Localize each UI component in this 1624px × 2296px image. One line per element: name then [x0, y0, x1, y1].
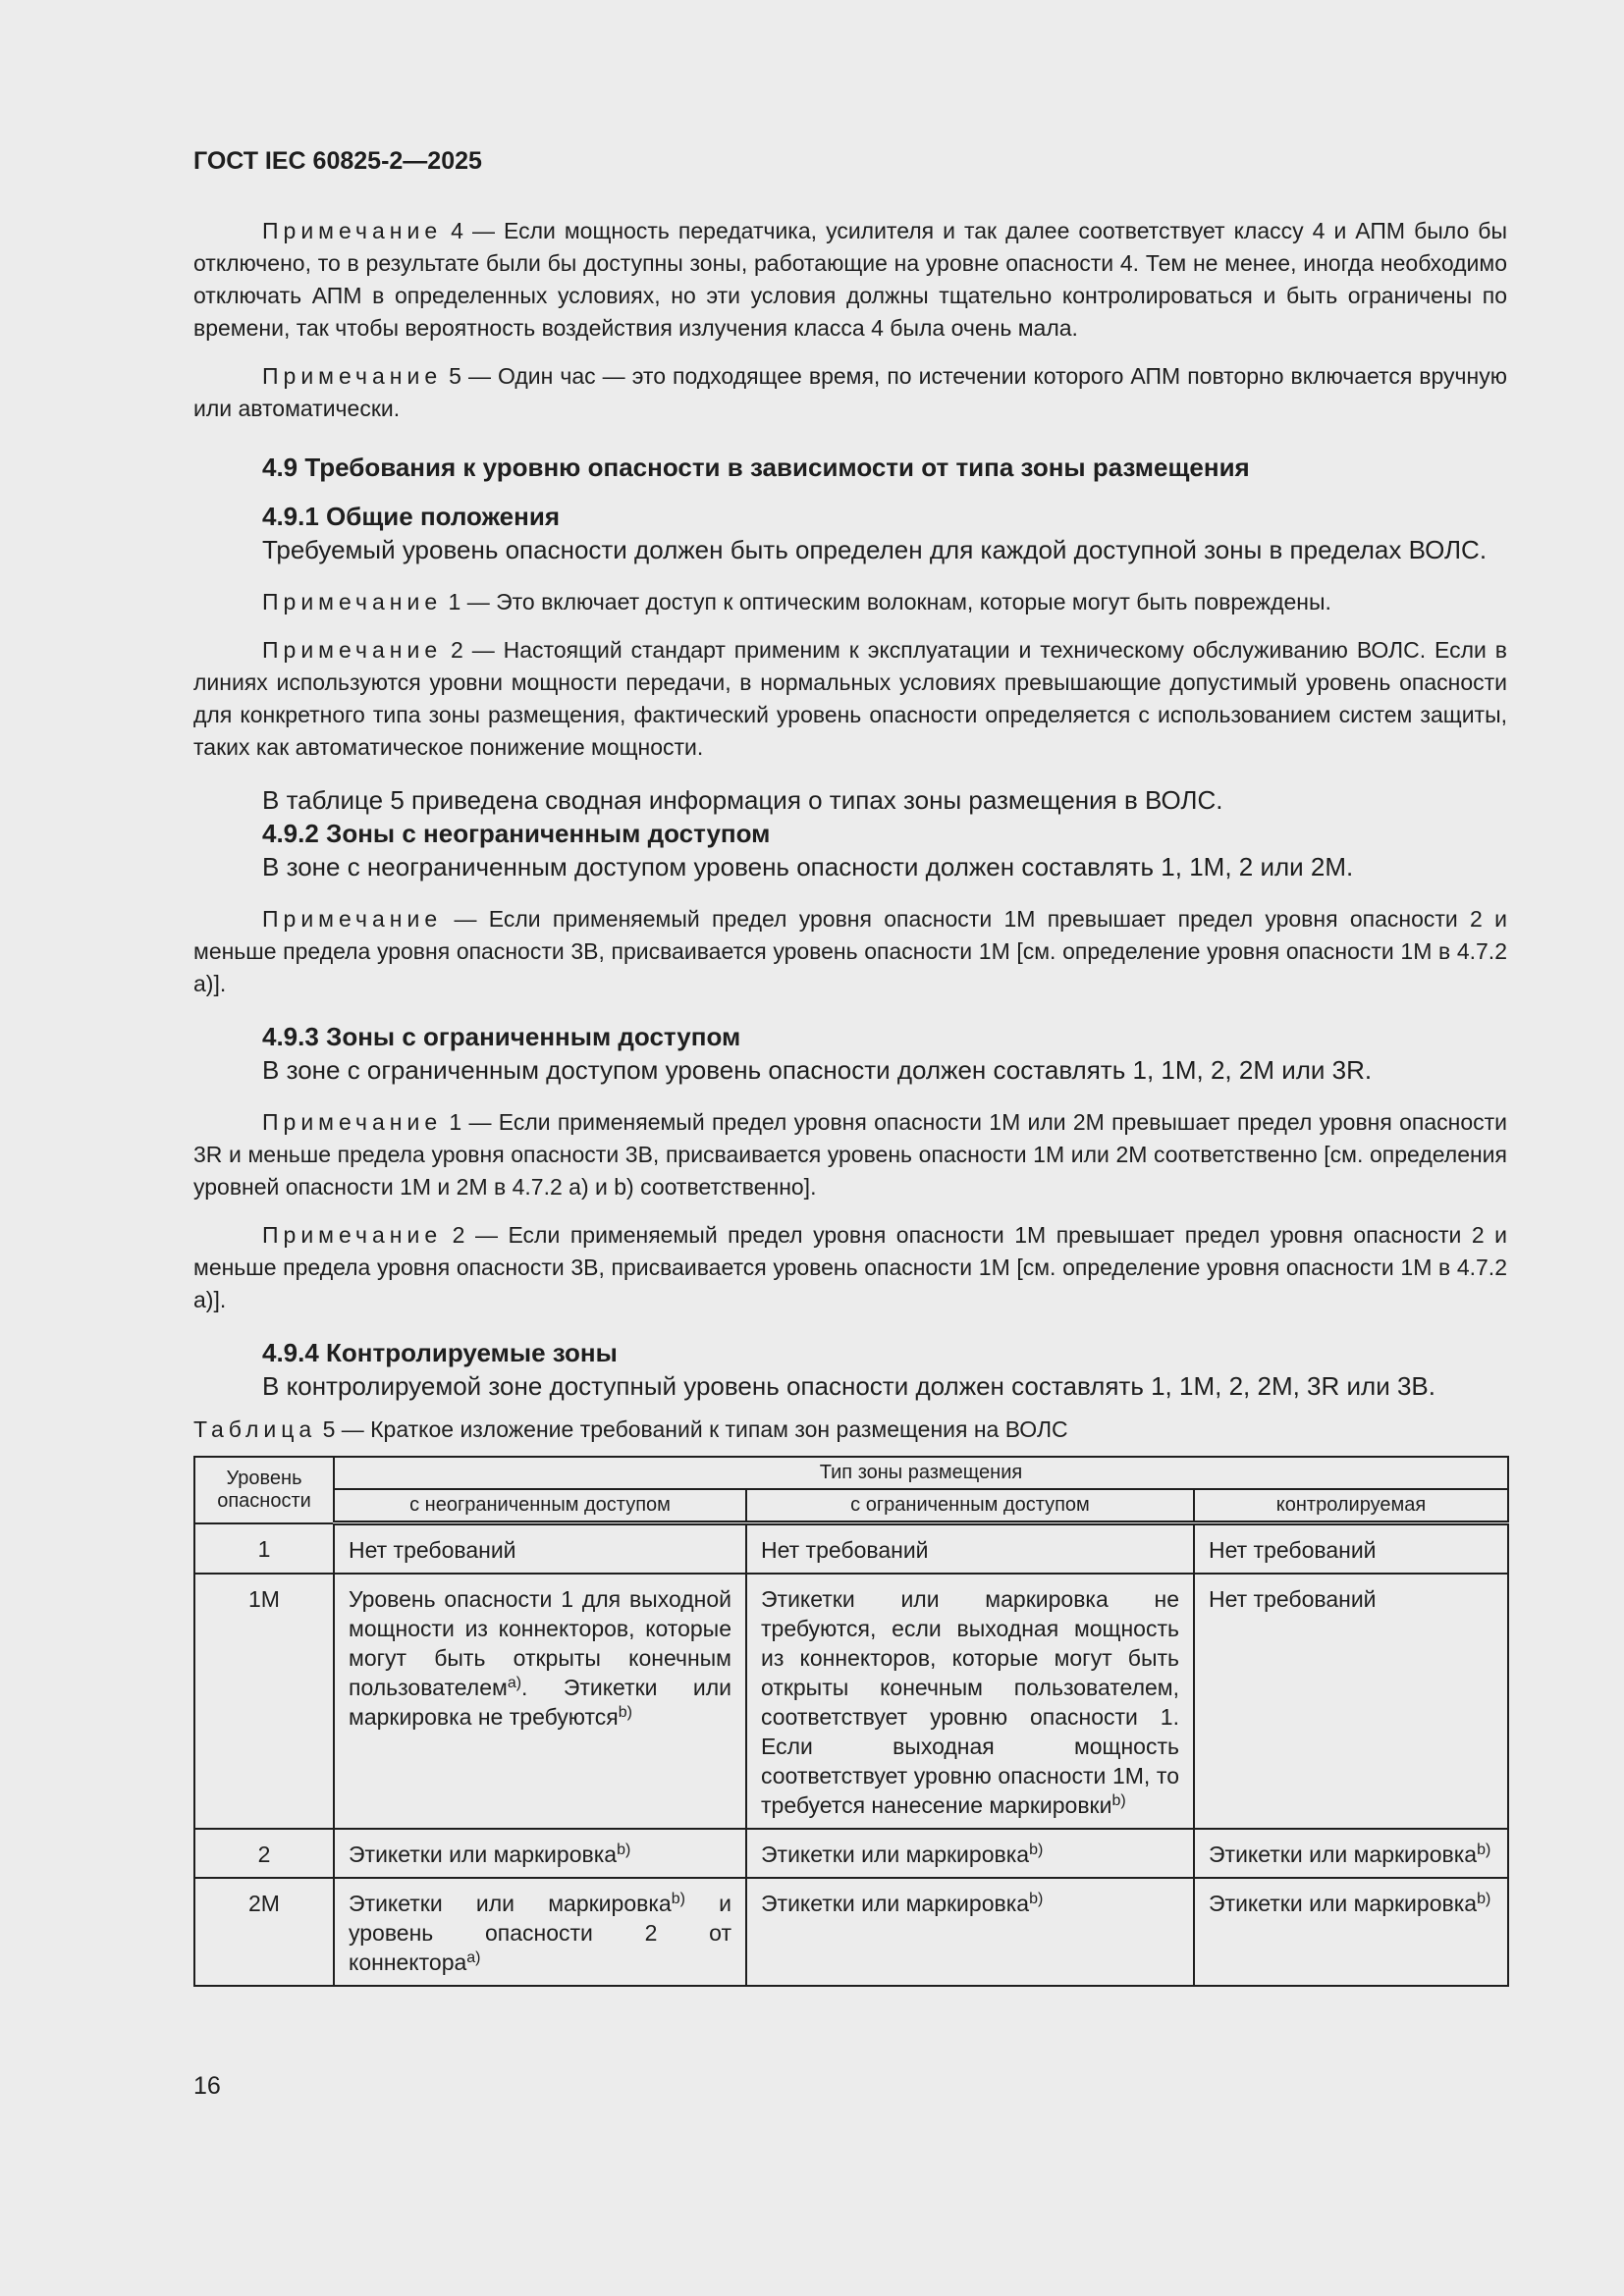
level-cell: 1 — [194, 1523, 334, 1575]
cell-text: Этикетки или маркировка не требуются, если выходная мощность из коннекторов, которые могут быть открыты конечным пользователем, соответствует уровню опасности 1. Если выходная мощность соответствует уровню опасности 1М, то требуется нанесение маркировки — [761, 1586, 1179, 1818]
footnote-ref: b) — [1477, 1842, 1491, 1858]
body-paragraph: В зоне с ограниченным доступом уровень опасности должен составлять 1, 1М, 2, 2М или 3R. — [262, 1055, 1373, 1085]
cell-text: Этикетки или маркировка не требуются — [349, 1675, 732, 1730]
section-heading-4-9-3: 4.9.3 Зоны с ограниченным доступом — [262, 1022, 741, 1051]
level-cell: 2М — [194, 1878, 334, 1986]
note-label: Примечание — [262, 1109, 443, 1135]
note-text: 2 — Настоящий стандарт применим к эксплуатации и техническому обслуживанию ВОЛС. Если в линиях используются уровни мощности передачи, в нормальных условиях превышающие допустимый уровень опасности для конкретного типа зоны размещения, фактический уровень опасности определяется с использованием систем защиты, таких как автоматическое понижение мощности. — [193, 637, 1507, 760]
note-label: Примечание — [262, 589, 443, 614]
requirements-table — [193, 1456, 1509, 1987]
table-cell: Нет требований — [1194, 1523, 1508, 1575]
note-label: Примечание — [262, 218, 443, 243]
table-cell — [746, 1829, 1194, 1878]
table-cell — [746, 1878, 1194, 1986]
table-row — [194, 1829, 1508, 1878]
note-text: 1 — Если применяемый предел уровня опасности 1М или 2М превышает предел уровня опасности 3R и меньше предела уровня опасности 3В, присваивается уровень опасности 1М или 2М соответственно [см. определения уровней опасности 1М и 2М в 4.7.2 а) и b) соответственно]. — [193, 1109, 1507, 1200]
section-heading-4-9-2: 4.9.2 Зоны с неограниченным доступом — [262, 819, 771, 848]
table-row — [194, 1878, 1508, 1986]
page-number: 16 — [193, 2072, 221, 2100]
footnote-ref: b) — [671, 1891, 685, 1907]
note-2-general — [193, 634, 1507, 764]
note-text: 2 — Если применяемый предел уровня опасности 1М превышает предел уровня опасности 2 и меньше предела уровня опасности 3В, присваивается уровень опасности 1М [см. определение уровня опасности 1М в 4.7.2 а)]. — [193, 1222, 1507, 1312]
column-header-restricted: с ограниченным доступом — [746, 1489, 1194, 1523]
note-text: 1 — Это включает доступ к оптическим волокнам, которые могут быть повреждены. — [442, 589, 1331, 614]
cell-text: Этикетки или маркировка — [349, 1842, 618, 1867]
table-caption-label: Таблица — [193, 1416, 317, 1442]
footnote-ref: b) — [1029, 1891, 1044, 1907]
note-label: Примечание — [262, 363, 443, 389]
column-header-controlled: контролируемая — [1194, 1489, 1508, 1523]
cell-text: Уровень опасности 1 для выходной мощности из коннекторов, которые могут быть открыты конечным пользователем — [349, 1586, 731, 1700]
section-heading-4-9-1: 4.9.1 Общие положения — [262, 502, 560, 531]
note-5 — [193, 360, 1507, 425]
level-cell: 1М — [194, 1574, 334, 1829]
note-2-restricted — [193, 1219, 1507, 1316]
cell-text: и уровень опасности 2 от коннектора — [349, 1891, 731, 1975]
section-heading-4-9-4: 4.9.4 Контролируемые зоны — [262, 1338, 618, 1367]
note-label: Примечание — [262, 1222, 443, 1248]
footnote-ref: a) — [507, 1675, 522, 1691]
table-row — [194, 1523, 1508, 1575]
note-unrestricted — [193, 903, 1507, 1000]
cell-text: Этикетки или маркировка — [1209, 1842, 1478, 1867]
table-cell — [1194, 1878, 1508, 1986]
column-header-unrestricted: с неограниченным доступом — [334, 1489, 746, 1523]
note-text: 4 — Если мощность передатчика, усилителя и так далее соответствует классу 4 и АПМ было бы отключено, то в результате были бы доступны зоны, работающие на уровне опасности 4. Тем не менее, иногда необходимо отключать АПМ в определенных условиях, но эти условия должны тщательно контролироваться и быть ограничены по времени, так чтобы вероятность воздействия излучения класса 4 была очень мала. — [193, 218, 1507, 341]
document-header: ГОСТ IEC 60825-2—2025 — [193, 147, 482, 175]
footnote-ref: b) — [1477, 1891, 1491, 1907]
footnote-ref: b) — [1111, 1792, 1126, 1809]
table-caption-text: 5 — Краткое изложение требований к типам зон размещения на ВОЛС — [316, 1416, 1068, 1442]
table-cell — [746, 1574, 1194, 1829]
cell-text: Этикетки или маркировка — [1209, 1891, 1478, 1916]
note-label: Примечание — [262, 906, 443, 932]
cell-text: Этикетки или маркировка — [761, 1842, 1030, 1867]
footnote-ref: b) — [618, 1704, 632, 1721]
footnote-ref: b) — [617, 1842, 631, 1858]
table-cell: Нет требований — [334, 1523, 746, 1575]
body-paragraph: Требуемый уровень опасности должен быть определен для каждой доступной зоны в пределах ВОЛС. — [262, 535, 1488, 564]
table-cell — [1194, 1829, 1508, 1878]
table-cell — [334, 1878, 746, 1986]
level-cell: 2 — [194, 1829, 334, 1878]
footnote-ref: a) — [466, 1949, 481, 1966]
note-4 — [193, 215, 1507, 345]
table-caption — [193, 1415, 1507, 1444]
table-cell: Нет требований — [1194, 1574, 1508, 1829]
body-paragraph: В таблице 5 приведена сводная информация о типах зоны размещения в ВОЛС. — [262, 785, 1223, 815]
note-text: 5 — Один час — это подходящее время, по истечении которого АПМ повторно включается вручную или автоматически. — [193, 363, 1507, 421]
body-paragraph: В зоне с неограниченным доступом уровень опасности должен составлять 1, 1М, 2 или 2М. — [262, 852, 1354, 881]
note-1-restricted — [193, 1106, 1507, 1203]
note-text: — Если применяемый предел уровня опасности 1М превышает предел уровня опасности 2 и меньше предела уровня опасности 3В, присваивается уровень опасности 1М [см. определение уровня опасности 1М в 4.7.2 а)]. — [193, 906, 1507, 996]
document-page — [193, 147, 1507, 1987]
cell-text: Этикетки или маркировка — [761, 1891, 1030, 1916]
note-label: Примечание — [262, 637, 443, 663]
footnote-ref: b) — [1029, 1842, 1044, 1858]
table-cell — [334, 1829, 746, 1878]
column-header-level: Уровень опасности — [194, 1457, 334, 1523]
body-paragraph: В контролируемой зоне доступный уровень опасности должен составлять 1, 1М, 2, 2М, 3R или 3В. — [262, 1371, 1435, 1401]
table-cell: Нет требований — [746, 1523, 1194, 1575]
section-heading-4-9: 4.9 Требования к уровню опасности в зависимости от типа зоны размещения — [262, 453, 1250, 482]
column-group-header: Тип зоны размещения — [334, 1457, 1508, 1489]
note-1-general — [193, 586, 1507, 618]
cell-text: . — [521, 1675, 528, 1700]
table-cell — [334, 1574, 746, 1829]
cell-text: Этикетки или маркировка — [349, 1891, 672, 1916]
table-row — [194, 1574, 1508, 1829]
